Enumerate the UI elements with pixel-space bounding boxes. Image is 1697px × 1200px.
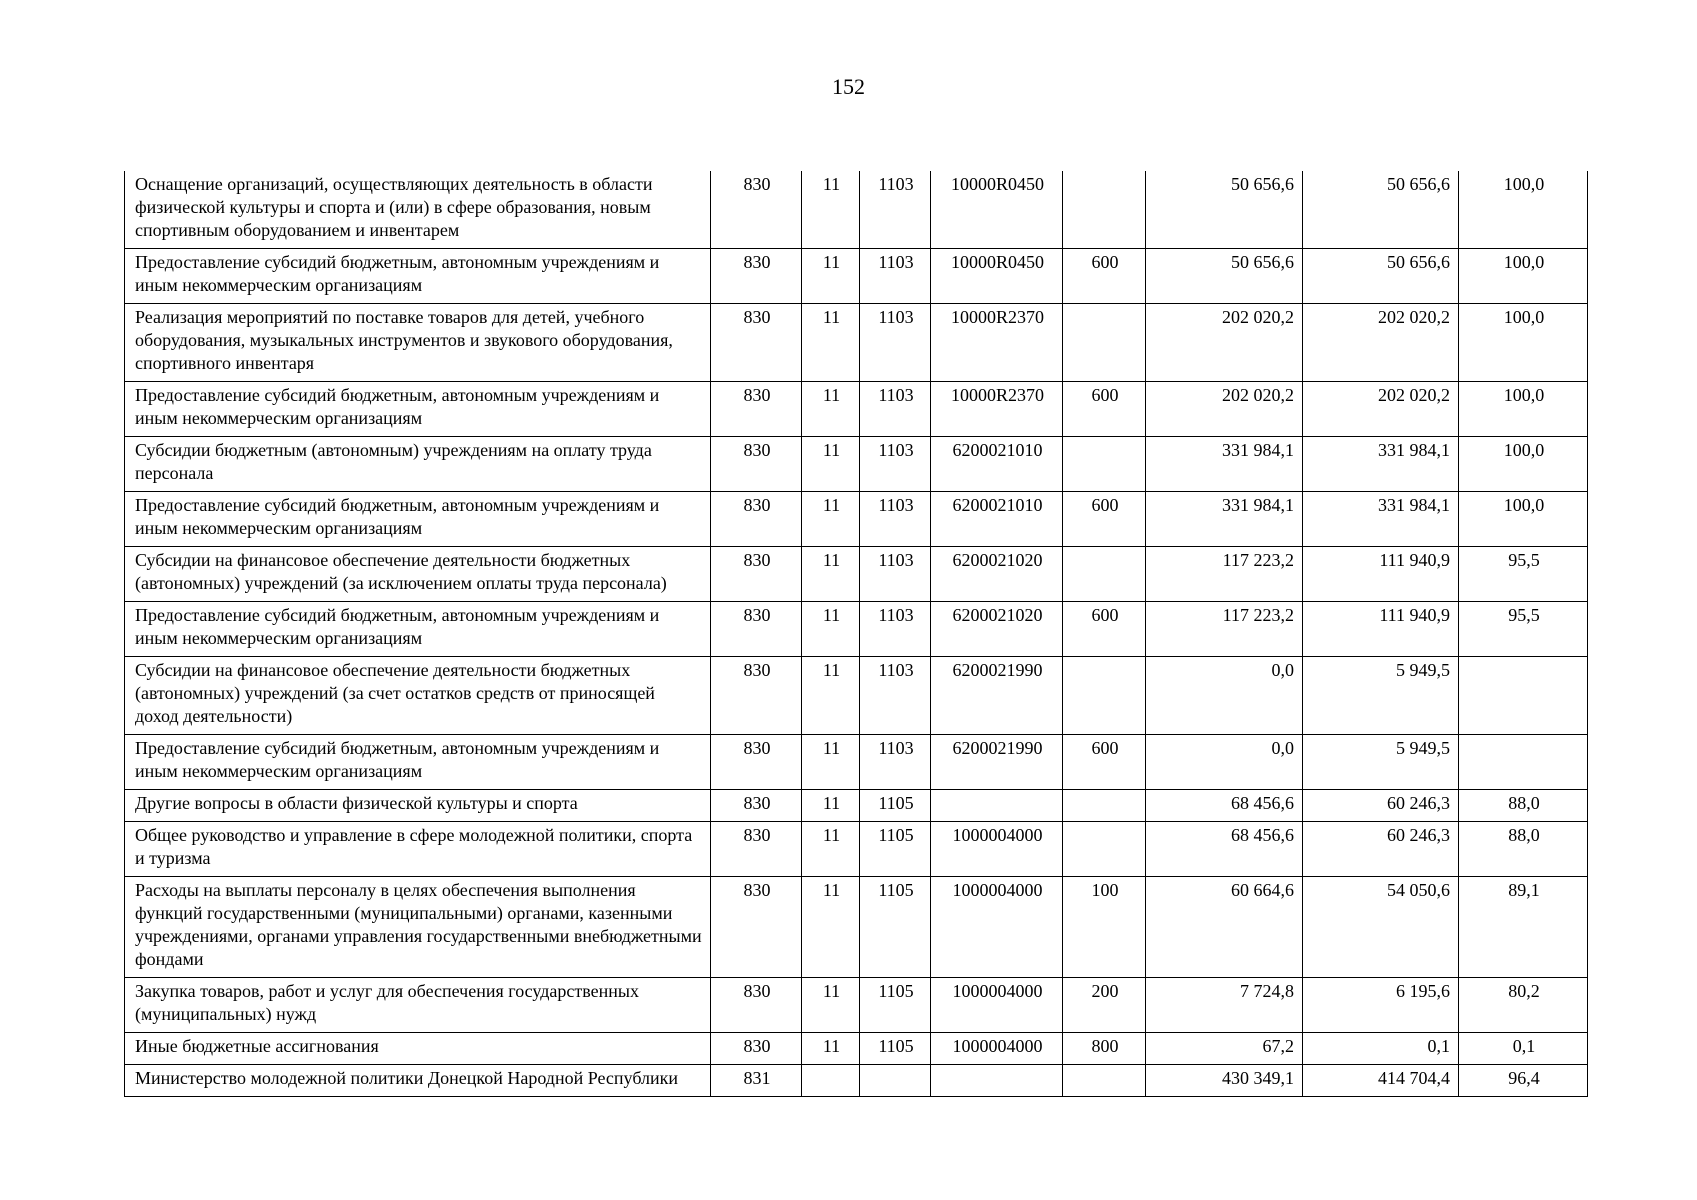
cell-expense-kind: 100 [1063, 877, 1146, 978]
cell-section: 11 [802, 735, 860, 790]
cell-ministry: 830 [711, 382, 802, 437]
cell-ministry: 830 [711, 602, 802, 657]
cell-actual-amount: 331 984,1 [1303, 437, 1459, 492]
cell-expense-kind: 600 [1063, 382, 1146, 437]
cell-name: Предоставление субсидий бюджетным, автономным учреждениям и иным некоммерческим организациям [125, 249, 711, 304]
cell-planned-amount: 50 656,6 [1146, 249, 1303, 304]
cell-expense-kind [1063, 171, 1146, 249]
cell-planned-amount: 50 656,6 [1146, 171, 1303, 249]
cell-ministry: 830 [711, 822, 802, 877]
table-row [125, 602, 1588, 657]
table-row [125, 304, 1588, 382]
cell-expense-kind [1063, 790, 1146, 822]
cell-subsection [860, 1065, 931, 1097]
cell-target-article: 1000004000 [931, 877, 1063, 978]
budget-table [124, 171, 1588, 1097]
cell-section: 11 [802, 249, 860, 304]
cell-ministry: 830 [711, 657, 802, 735]
cell-target-article: 10000R0450 [931, 171, 1063, 249]
cell-planned-amount: 0,0 [1146, 735, 1303, 790]
cell-target-article: 1000004000 [931, 822, 1063, 877]
table-row [125, 735, 1588, 790]
cell-name: Предоставление субсидий бюджетным, автономным учреждениям и иным некоммерческим организациям [125, 382, 711, 437]
cell-section: 11 [802, 1033, 860, 1065]
cell-subsection: 1103 [860, 171, 931, 249]
cell-subsection: 1103 [860, 735, 931, 790]
cell-subsection: 1105 [860, 822, 931, 877]
cell-planned-amount: 430 349,1 [1146, 1065, 1303, 1097]
cell-ministry: 830 [711, 790, 802, 822]
cell-subsection: 1103 [860, 249, 931, 304]
cell-percent-executed: 89,1 [1459, 877, 1588, 978]
cell-section: 11 [802, 602, 860, 657]
cell-planned-amount: 60 664,6 [1146, 877, 1303, 978]
cell-expense-kind: 600 [1063, 602, 1146, 657]
cell-planned-amount: 7 724,8 [1146, 978, 1303, 1033]
cell-target-article: 6200021020 [931, 602, 1063, 657]
cell-planned-amount: 202 020,2 [1146, 382, 1303, 437]
table-row [125, 822, 1588, 877]
cell-percent-executed: 80,2 [1459, 978, 1588, 1033]
cell-target-article: 6200021990 [931, 657, 1063, 735]
cell-target-article: 6200021990 [931, 735, 1063, 790]
cell-percent-executed: 100,0 [1459, 171, 1588, 249]
cell-subsection: 1103 [860, 382, 931, 437]
cell-name: Расходы на выплаты персоналу в целях обеспечения выполнения функций государственными (муниципальными) органами, казенными учреждениями, органами управления государственными внебюджетными фондами [125, 877, 711, 978]
cell-expense-kind [1063, 822, 1146, 877]
cell-actual-amount: 60 246,3 [1303, 790, 1459, 822]
cell-subsection: 1105 [860, 790, 931, 822]
cell-actual-amount: 60 246,3 [1303, 822, 1459, 877]
cell-percent-executed: 100,0 [1459, 249, 1588, 304]
cell-ministry: 830 [711, 437, 802, 492]
cell-actual-amount: 50 656,6 [1303, 171, 1459, 249]
cell-expense-kind: 800 [1063, 1033, 1146, 1065]
cell-planned-amount: 202 020,2 [1146, 304, 1303, 382]
cell-subsection: 1105 [860, 877, 931, 978]
cell-name: Иные бюджетные ассигнования [125, 1033, 711, 1065]
cell-target-article: 1000004000 [931, 1033, 1063, 1065]
cell-ministry: 830 [711, 1033, 802, 1065]
cell-ministry: 830 [711, 877, 802, 978]
cell-expense-kind: 600 [1063, 249, 1146, 304]
cell-ministry: 830 [711, 492, 802, 547]
cell-actual-amount: 54 050,6 [1303, 877, 1459, 978]
cell-section: 11 [802, 657, 860, 735]
table-body [125, 171, 1588, 1097]
page-number: 152 [832, 74, 865, 99]
cell-expense-kind [1063, 304, 1146, 382]
cell-planned-amount: 331 984,1 [1146, 437, 1303, 492]
cell-section: 11 [802, 304, 860, 382]
table-row [125, 382, 1588, 437]
cell-name: Предоставление субсидий бюджетным, автономным учреждениям и иным некоммерческим организациям [125, 735, 711, 790]
table-row [125, 877, 1588, 978]
cell-name: Предоставление субсидий бюджетным, автономным учреждениям и иным некоммерческим организациям [125, 492, 711, 547]
cell-actual-amount: 414 704,4 [1303, 1065, 1459, 1097]
cell-percent-executed: 100,0 [1459, 382, 1588, 437]
cell-planned-amount: 68 456,6 [1146, 822, 1303, 877]
cell-percent-executed: 95,5 [1459, 602, 1588, 657]
cell-subsection: 1103 [860, 602, 931, 657]
cell-actual-amount: 5 949,5 [1303, 657, 1459, 735]
cell-subsection: 1103 [860, 304, 931, 382]
cell-planned-amount: 331 984,1 [1146, 492, 1303, 547]
cell-percent-executed: 0,1 [1459, 1033, 1588, 1065]
cell-ministry: 830 [711, 547, 802, 602]
cell-planned-amount: 68 456,6 [1146, 790, 1303, 822]
cell-section: 11 [802, 790, 860, 822]
cell-subsection: 1103 [860, 492, 931, 547]
table-row [125, 437, 1588, 492]
cell-expense-kind [1063, 437, 1146, 492]
cell-target-article: 6200021010 [931, 437, 1063, 492]
cell-percent-executed: 96,4 [1459, 1065, 1588, 1097]
table-row [125, 1065, 1588, 1097]
table-row [125, 790, 1588, 822]
cell-planned-amount: 67,2 [1146, 1033, 1303, 1065]
cell-actual-amount: 50 656,6 [1303, 249, 1459, 304]
cell-percent-executed: 100,0 [1459, 304, 1588, 382]
cell-section [802, 1065, 860, 1097]
cell-target-article: 10000R2370 [931, 382, 1063, 437]
cell-expense-kind [1063, 1065, 1146, 1097]
cell-target-article: 6200021010 [931, 492, 1063, 547]
cell-section: 11 [802, 382, 860, 437]
cell-actual-amount: 111 940,9 [1303, 602, 1459, 657]
cell-name: Закупка товаров, работ и услуг для обеспечения государственных (муниципальных) нужд [125, 978, 711, 1033]
cell-subsection: 1105 [860, 978, 931, 1033]
table-row [125, 1033, 1588, 1065]
cell-actual-amount: 0,1 [1303, 1033, 1459, 1065]
cell-section: 11 [802, 822, 860, 877]
cell-target-article: 6200021020 [931, 547, 1063, 602]
cell-target-article: 10000R0450 [931, 249, 1063, 304]
table-row [125, 171, 1588, 249]
cell-name: Общее руководство и управление в сфере молодежной политики, спорта и туризма [125, 822, 711, 877]
cell-subsection: 1103 [860, 657, 931, 735]
cell-percent-executed [1459, 657, 1588, 735]
table-row [125, 249, 1588, 304]
cell-name: Министерство молодежной политики Донецкой Народной Республики [125, 1065, 711, 1097]
cell-planned-amount: 117 223,2 [1146, 602, 1303, 657]
cell-actual-amount: 202 020,2 [1303, 382, 1459, 437]
cell-subsection: 1103 [860, 547, 931, 602]
cell-target-article [931, 1065, 1063, 1097]
cell-percent-executed: 95,5 [1459, 547, 1588, 602]
cell-expense-kind [1063, 547, 1146, 602]
cell-percent-executed: 88,0 [1459, 822, 1588, 877]
cell-actual-amount: 6 195,6 [1303, 978, 1459, 1033]
cell-percent-executed: 100,0 [1459, 492, 1588, 547]
cell-percent-executed: 100,0 [1459, 437, 1588, 492]
table-row [125, 657, 1588, 735]
cell-name: Субсидии на финансовое обеспечение деятельности бюджетных (автономных) учреждений (за исключением оплаты труда персонала) [125, 547, 711, 602]
cell-expense-kind: 200 [1063, 978, 1146, 1033]
cell-name: Реализация мероприятий по поставке товаров для детей, учебного оборудования, музыкальных инструментов и звукового оборудования, спортивного инвентаря [125, 304, 711, 382]
cell-expense-kind: 600 [1063, 492, 1146, 547]
cell-expense-kind [1063, 657, 1146, 735]
cell-ministry: 831 [711, 1065, 802, 1097]
cell-section: 11 [802, 877, 860, 978]
cell-planned-amount: 0,0 [1146, 657, 1303, 735]
cell-target-article [931, 790, 1063, 822]
cell-ministry: 830 [711, 304, 802, 382]
cell-subsection: 1105 [860, 1033, 931, 1065]
cell-name: Субсидии на финансовое обеспечение деятельности бюджетных (автономных) учреждений (за счет остатков средств от приносящей доход деятельности) [125, 657, 711, 735]
cell-actual-amount: 202 020,2 [1303, 304, 1459, 382]
cell-actual-amount: 5 949,5 [1303, 735, 1459, 790]
cell-expense-kind: 600 [1063, 735, 1146, 790]
cell-ministry: 830 [711, 171, 802, 249]
cell-ministry: 830 [711, 249, 802, 304]
cell-section: 11 [802, 171, 860, 249]
cell-section: 11 [802, 492, 860, 547]
cell-target-article: 10000R2370 [931, 304, 1063, 382]
cell-section: 11 [802, 978, 860, 1033]
cell-name: Предоставление субсидий бюджетным, автономным учреждениям и иным некоммерческим организациям [125, 602, 711, 657]
cell-target-article: 1000004000 [931, 978, 1063, 1033]
cell-section: 11 [802, 547, 860, 602]
cell-percent-executed [1459, 735, 1588, 790]
table-row [125, 978, 1588, 1033]
cell-ministry: 830 [711, 978, 802, 1033]
cell-name: Субсидии бюджетным (автономным) учреждениям на оплату труда персонала [125, 437, 711, 492]
cell-planned-amount: 117 223,2 [1146, 547, 1303, 602]
cell-name: Оснащение организаций, осуществляющих деятельность в области физической культуры и спорта и (или) в сфере образования, новым спортивным оборудованием и инвентарем [125, 171, 711, 249]
table-row [125, 547, 1588, 602]
cell-ministry: 830 [711, 735, 802, 790]
cell-name: Другие вопросы в области физической культуры и спорта [125, 790, 711, 822]
cell-actual-amount: 111 940,9 [1303, 547, 1459, 602]
cell-percent-executed: 88,0 [1459, 790, 1588, 822]
cell-subsection: 1103 [860, 437, 931, 492]
cell-actual-amount: 331 984,1 [1303, 492, 1459, 547]
cell-section: 11 [802, 437, 860, 492]
table-row [125, 492, 1588, 547]
